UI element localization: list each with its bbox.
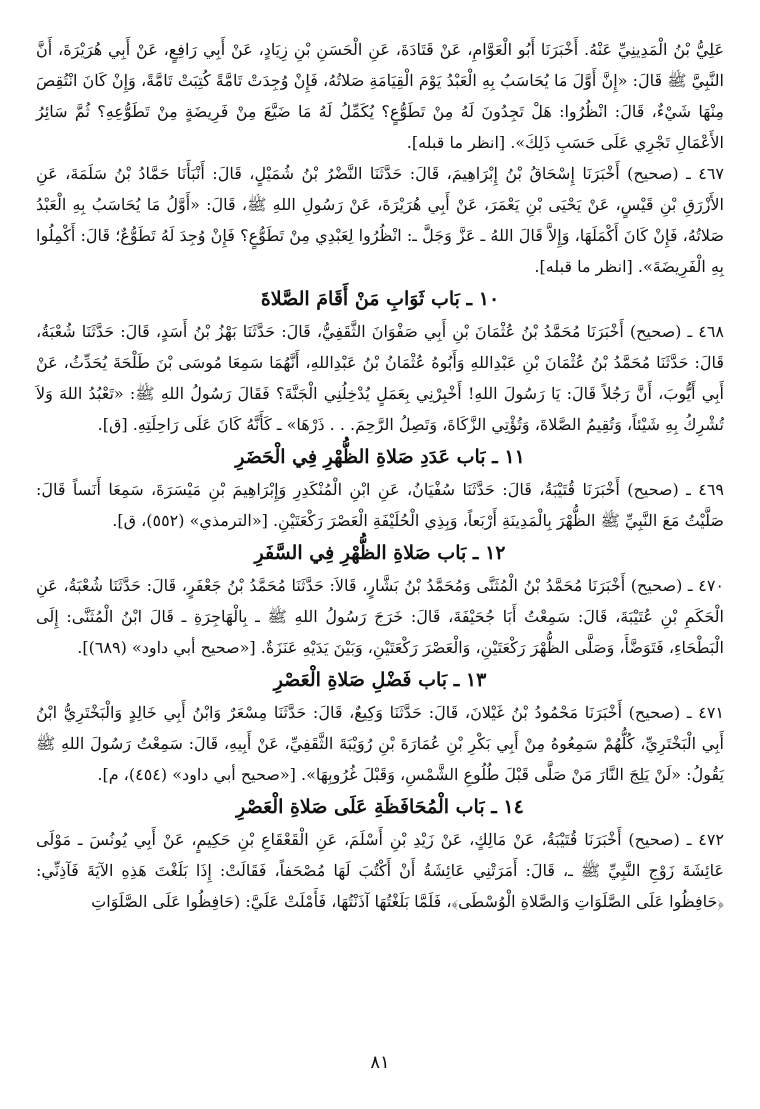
hadith-468: ٤٦٨ ـ (صحيح) أَخْبَرَنَا مُحَمَّدُ بْنُ عُثْمَانَ بْنِ أَبِي صَفْوَانَ الثَّقَفِيُّ، قَالَ: حَدَّثَنَا بَهْزُ بْنُ أَسَدٍ، قَالَ: حَدَّثَنَا شُعْبَةُ، قَالَ: حَدَّثَنَا مُحَمَّدُ بْنُ عُثْمَانَ بْنِ عَبْدِاللهِ وَأَبُوهُ عُثْمَانُ بْنُ عَبْدِاللهِ، أَنَّهُمَا سَمِعَا مُوسَى بْنَ طَلْحَةَ يُحَدِّثُ، عَنْ أَبِي أَيُّوبَ، أَنَّ رَجُلاً قَالَ: يَا رَسُولَ اللهِ! أَخْبِرْنِي بِعَمَلٍ يُدْخِلُنِي الْجَنَّةَ؟ فَقَالَ رَسُولُ اللهِ ﷺ: «تَعْبُدُ اللهَ وَلاَ تُشْرِكُ بِهِ شَيْئاً، وَتُقِيمُ الصَّلاةَ، وَتُؤْتِي الزَّكَاةَ، وَتَصِلُ الرَّحِمَ. . . ذَرْهَا» ـ كَأَنَّهُ كَانَ عَلَى رَاحِلَتِهِ. [ق].: [36, 322, 724, 434]
chapter-heading-11: ١١ ـ بَاب عَدَدِ صَلاةِ الظُّهْرِ فِي الْحَضَرِ: [235, 446, 525, 468]
hadith-469: ٤٦٩ ـ (صحيح) أَخْبَرَنَا قُتَيْبَةُ، قَالَ: حَدَّثَنَا سُفْيَانُ، عَنِ ابْنِ الْمُنْكَدِرِ وَإِبْرَاهِيمَ بْنِ مَيْسَرَةَ، سَمِعَا أَنَساً قَالَ: صَلَّيْتُ مَعَ النَّبِيِّ ﷺ الظُّهْرَ بِالْمَدِينَةِ أَرْبَعاً، وَبِذِي الْحُلَيْفَةِ الْعَصْرَ رَكْعَتَيْنِ. [«الترمذي» (٥٥٢)، ق].: [36, 480, 724, 530]
chapter-heading-12: ١٢ ـ بَاب صَلاةِ الظُّهْرِ فِي السَّفَرِ: [254, 542, 506, 564]
continuation-paragraph: عَلِيُّ بْنُ الْمَدِينِيِّ عَنْهُ. أَخْبَرَنَا أَبُو الْعَوَّامِ، عَنْ قَتَادَةَ، عَنِ الْحَسَنِ بْنِ زِيَادٍ، عَنْ أَبِي رَافِعٍ، عَنْ أَبِي هُرَيْرَةَ، أَنَّ النَّبِيَّ ﷺ قَالَ: «إِنَّ أَوَّلَ مَا يُحَاسَبُ بِهِ الْعَبْدُ يَوْمَ الْقِيَامَةِ صَلاتُهُ، فَإِنْ وُجِدَتْ تَامَّةً كُتِبَتْ تَامَّةً، وَإِنْ كَانَ انْتُقِصَ مِنْهَا شَيْءٌ، قَالَ: انْظُرُوا: هَلْ تَجِدُونَ لَهُ مِنْ تَطَوُّعٍ؟ يُكَمِّلُ لَهُ مَا ضَيَّعَ مِنْ فَرِيضَةٍ مِنْ تَطَوُّعِهِ؟ ثُمَّ سَائِرُ الأَعْمَالِ تَجْرِي عَلَى حَسَبِ ذَلِكَ». [انظر ما قبله].: [36, 40, 724, 152]
chapter-heading-13: ١٣ ـ بَاب فَضْلِ صَلاةِ الْعَصْرِ: [273, 669, 487, 691]
hadith-472: ٤٧٢ ـ (صحيح) أَخْبَرَنَا قُتَيْبَةُ، عَنْ مَالِكٍ، عَنْ زَيْدِ بْنِ أَسْلَمَ، عَنِ الْقَعْقَاعِ بْنِ حَكِيمٍ، عَنْ أَبِي يُونُسَ ـ مَوْلَى عَائِشَةَ زَوْجِ النَّبِيِّ ﷺ ـ، قَالَ: أَمَرَتْنِي عَائِشَةُ أَنْ أَكْتُبَ لَهَا مُصْحَفاً، فَقَالَتْ: إِذَا بَلَغْتَ هَذِهِ الآيَةَ فَآذِنِّي: ﴿حَافِظُوا عَلَى الصَّلَوَاتِ وَالصَّلاةِ الْوُسْطَى﴾، فَلَمَّا بَلَغْتُهَا آذَنْتُهَا، فَأَمْلَتْ عَلَيَّ: (حَافِظُوا عَلَى الصَّلَوَاتِ: [36, 830, 725, 911]
chapter-heading-10: ١٠ ـ بَاب ثَوَابِ مَنْ أَقَامَ الصَّلاةَ: [260, 288, 500, 310]
hadith-470: ٤٧٠ ـ (صحيح) أَخْبَرَنَا مُحَمَّدُ بْنُ الْمُثَنَّى وَمُحَمَّدُ بْنُ بَشَّارٍ، قَالاَ: حَدَّثَنَا مُحَمَّدُ بْنُ جَعْفَرٍ، قَالَ: حَدَّثَنَا شُعْبَةُ، عَنِ الْحَكَمِ بْنِ عُتَيْبَةَ، قَالَ: سَمِعْتُ أَبَا جُحَيْفَةَ، قَالَ: خَرَجَ رَسُولُ اللهِ ﷺ ـ بِالْهَاجِرَةِ ـ قَالَ ابْنُ الْمُثَنَّى: إِلَى الْبَطْحَاءِ، فَتَوَضَّأَ، وَصَلَّى الظُّهْرَ رَكْعَتَيْنِ، وَالْعَصْرَ رَكْعَتَيْنِ، وَبَيْنَ يَدَيْهِ عَنَزَةٌ. [«صحيح أبي داود» (٦٨٩)].: [36, 576, 725, 657]
hadith-467: ٤٦٧ ـ (صحيح) أَخْبَرَنَا إِسْحَاقُ بْنُ إِبْرَاهِيمَ، قَالَ: حَدَّثَنَا النَّضْرُ بْنُ شُمَيْلٍ، قَالَ: أَنْبَأَنَا حَمَّادُ بْنُ سَلَمَةَ، عَنِ الأَزْرَقِ بْنِ قَيْسٍ، عَنْ يَحْيَى بْنِ يَعْمَرَ، عَنْ أَبِي هُرَيْرَةَ، عَنْ رَسُولِ اللهِ ﷺ، قَالَ: «أَوَّلُ مَا يُحَاسَبُ بِهِ الْعَبْدُ صَلاتُهُ، فَإِنْ كَانَ أَكْمَلَهَا، وَإِلاَّ قَالَ اللهُ ـ عَزَّ وَجَلَّ ـ: انْظُرُوا لِعَبْدِي مِنْ تَطَوُّعٍ؟ فَإِنْ وُجِدَ لَهُ تَطَوُّعٌ؛ قَالَ: أَكْمِلُوا بِهِ الْفَرِيضَةَ». [انظر ما قبله].: [36, 164, 725, 276]
page-number: ٨١: [370, 1052, 390, 1073]
chapter-heading-14: ١٤ ـ بَاب الْمُحَافَظَةِ عَلَى صَلاةِ الْعَصْرِ: [236, 796, 524, 818]
hadith-471: ٤٧١ ـ (صحيح) أَخْبَرَنَا مَحْمُودُ بْنُ غَيْلانَ، قَالَ: حَدَّثَنَا وَكِيعٌ، قَالَ: حَدَّثَنَا مِسْعَرٌ وَابْنُ أَبِي خَالِدٍ وَالْبَخْتَرِيُّ ابْنُ أَبِي الْبَخْتَرِيِّ، كُلُّهُمْ سَمِعُوهُ مِنْ أَبِي بَكْرِ بْنِ عُمَارَةَ بْنِ رُوَيْبَةَ الثَّقَفِيِّ، عَنْ أَبِيهِ، قَالَ: سَمِعْتُ رَسُولَ اللهِ ﷺ يَقُولُ: «لَنْ يَلِجَ النَّارَ مَنْ صَلَّى قَبْلَ طُلُوعِ الشَّمْسِ، وَقَبْلَ غُرُوبِهَا». [«صحيح أبي داود» (٤٥٤)، م].: [36, 703, 724, 784]
